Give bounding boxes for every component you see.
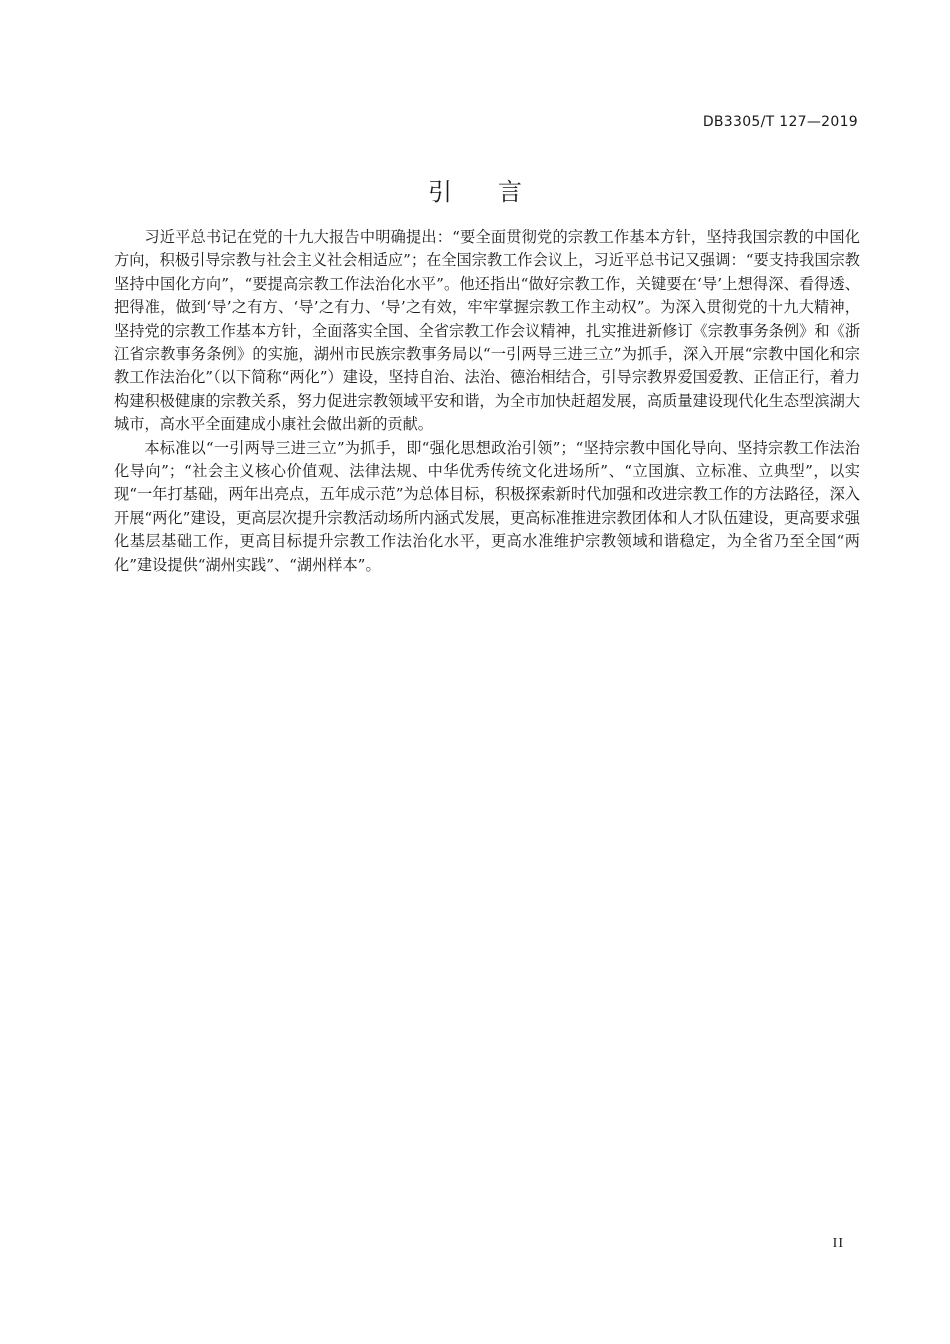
- page-number: II: [832, 1236, 844, 1251]
- introduction-paragraph-1: 习近平总书记在党的十九大报告中明确提出：“要全面贯彻党的宗教工作基本方针，坚持我国宗教的中国化方向，积极引导宗教与社会主义社会相适应”；在全国宗教工作会议上，习近平总书记又强调：“要支持我国宗教坚持中国化方向”，“要提高宗教工作法治化水平”。他还指出“做好宗教工作，关键要在‘导’上想得深、看得透、把得准，做到‘导’之有方、‘导’之有力、‘导’之有效，牢牢掌握宗教工作主动权”。为深入贯彻党的十九大精神，坚持党的宗教工作基本方针，全面落实全国、全省宗教工作会议精神，扎实推进新修订《宗教事务条例》和《浙江省宗教事务条例》的实施，湖州市民族宗教事务局以“一引两导三进三立”为抓手，深入开展“宗教中国化和宗教工作法治化”（以下简称“两化”）建设，坚持自治、法治、德治相结合，引导宗教界爱国爱教、正信正行，着力构建积极健康的宗教关系，努力促进宗教领域平安和谐，为全市加快赶超发展，高质量建设现代化生态型滨湖大城市，高水平全面建成小康社会做出新的贡献。: [114, 228, 860, 434]
- document-code: DB3305/T 127—2019: [702, 114, 858, 130]
- introduction-body: [114, 226, 860, 577]
- introduction-paragraph-2: 本标准以“一引两导三进三立”为抓手，即“强化思想政治引领”；“坚持宗教中国化导向、坚持宗教工作法治化导向”；“社会主义核心价值观、法律法规、中华优秀传统文化进场所”、“立国旗、立标准、立典型”，以实现“一年打基础，两年出亮点，五年成示范”为总体目标，积极探索新时代加强和改进宗教工作的方法路径，深入开展“两化”建设，更高层次提升宗教活动场所内涵式发展，更高标准推进宗教团体和人才队伍建设，更高要求强化基层基础工作，更高目标提升宗教工作法治化水平，更高水准维护宗教领域和谐稳定，为全省乃至全国“两化”建设提供“湖州实践”、“湖州样本”。: [114, 438, 860, 574]
- page-title: 引言: [428, 178, 568, 206]
